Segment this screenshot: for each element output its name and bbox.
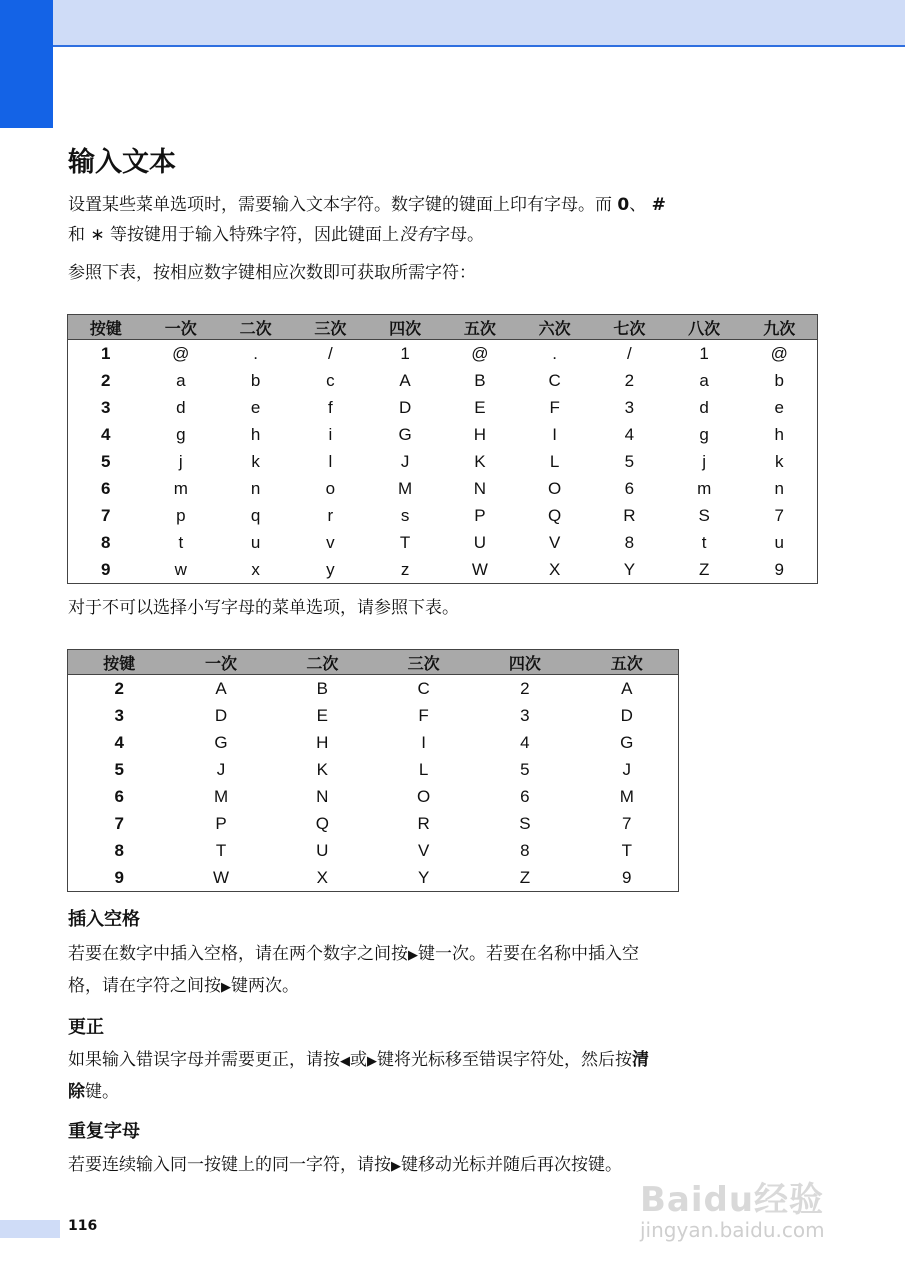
char-cell: I	[421, 732, 426, 752]
table-row	[68, 556, 818, 584]
table-row	[68, 340, 818, 368]
char-cell: A	[621, 678, 633, 698]
watermark-logo: Baidu经验	[640, 1180, 825, 1220]
char-cell: S	[698, 505, 710, 525]
char-cell: P	[215, 813, 227, 833]
char-cell: C	[417, 678, 430, 698]
key-cell: 8	[100, 532, 111, 552]
char-cell: 3	[520, 705, 530, 725]
column-header: 按键	[68, 315, 144, 340]
char-cell: J	[622, 759, 632, 779]
intro-text: 和	[68, 225, 91, 245]
char-cell: 4	[624, 424, 635, 444]
table-row	[68, 394, 818, 421]
table-row	[68, 702, 679, 729]
char-cell: l	[328, 451, 333, 471]
right-arrow-icon: ▶	[408, 948, 418, 963]
table-row	[68, 421, 818, 448]
lookup-instruction: 参照下表，按相应数字键相应次数即可获取所需字符：	[68, 263, 476, 283]
char-cell: u	[774, 532, 784, 552]
char-cell: g	[176, 424, 186, 444]
column-header: 六次	[517, 315, 592, 340]
char-cell: o	[325, 478, 336, 498]
char-cell: q	[250, 505, 261, 525]
character-table-lowercase	[67, 314, 818, 584]
char-cell: /	[327, 343, 333, 363]
char-cell: n	[774, 478, 784, 498]
char-cell: /	[627, 343, 632, 363]
body-text: 键一次。若要在名称中插入空	[418, 944, 639, 964]
char-cell: E	[316, 705, 328, 725]
char-cell: G	[214, 732, 228, 752]
char-cell: E	[474, 397, 486, 417]
left-arrow-icon: ◀	[340, 1054, 350, 1069]
body-text: 格，请在字符之间按	[68, 976, 221, 996]
char-cell: w	[174, 559, 187, 579]
correction-paragraph	[68, 1045, 838, 1107]
char-cell: z	[400, 559, 410, 579]
char-cell: y	[326, 559, 335, 579]
char-cell: 1	[400, 343, 410, 363]
char-cell: 6	[520, 786, 530, 806]
char-cell: r	[327, 505, 334, 525]
watermark-url: jingyan.baidu.com	[640, 1218, 825, 1242]
char-cell: a	[176, 370, 186, 390]
char-cell: T	[399, 532, 411, 552]
char-cell: D	[214, 705, 228, 725]
table-row	[68, 475, 818, 502]
column-header: 三次	[373, 650, 474, 675]
key-hash: #	[651, 195, 666, 215]
char-cell: 1	[699, 343, 709, 363]
char-cell: m	[173, 478, 188, 498]
char-cell: t	[178, 532, 184, 552]
char-cell: 2	[520, 678, 530, 698]
body-text: 若要在数字中插入空格，请在两个数字之间按	[68, 944, 408, 964]
char-cell: 9	[774, 559, 784, 579]
char-cell: M	[213, 786, 229, 806]
intro-paragraph	[68, 190, 838, 250]
char-cell: N	[473, 478, 486, 498]
char-cell: e	[250, 397, 261, 417]
char-cell: F	[418, 705, 429, 725]
char-cell: 5	[520, 759, 530, 779]
body-text: 如果输入错误字母并需要更正，请按	[68, 1050, 340, 1070]
char-cell: W	[213, 867, 230, 887]
right-arrow-icon: ▶	[391, 1159, 401, 1174]
char-cell: O	[548, 478, 562, 498]
emphasis-text: 没有	[399, 225, 434, 245]
correction-heading: 更正	[68, 1017, 104, 1038]
char-cell: 4	[520, 732, 530, 752]
key-cell: 1	[100, 343, 111, 363]
char-cell: K	[316, 759, 328, 779]
char-cell: 5	[624, 451, 635, 471]
char-cell: Z	[519, 867, 531, 887]
char-cell: m	[697, 478, 712, 498]
char-cell: .	[253, 343, 258, 363]
body-text: 键移动光标并随后再次按键。	[401, 1155, 622, 1175]
column-header: 五次	[442, 315, 517, 340]
body-text: 若要连续输入同一按键上的同一字符，请按	[68, 1155, 391, 1175]
char-cell: R	[417, 813, 430, 833]
column-header: 七次	[592, 315, 667, 340]
key-cell: 4	[114, 732, 124, 752]
char-cell: @	[172, 343, 190, 363]
char-cell: G	[398, 424, 412, 444]
char-cell: X	[316, 867, 328, 887]
char-cell: M	[398, 478, 413, 498]
char-cell: k	[251, 451, 260, 471]
column-header: 二次	[272, 650, 373, 675]
column-header: 四次	[474, 650, 575, 675]
column-header: 按键	[68, 650, 171, 675]
column-header: 八次	[667, 315, 742, 340]
char-cell: s	[400, 505, 410, 525]
char-cell: 6	[624, 478, 635, 498]
char-cell: v	[326, 532, 335, 552]
column-header: 五次	[576, 650, 679, 675]
header-bar	[0, 0, 905, 47]
intro-text: 字母。	[433, 225, 485, 245]
right-arrow-icon: ▶	[221, 980, 231, 995]
right-arrow-icon: ▶	[367, 1054, 377, 1069]
char-cell: g	[699, 424, 709, 444]
char-cell: .	[552, 343, 557, 363]
char-cell: U	[473, 532, 486, 552]
body-text: 键。	[85, 1082, 119, 1102]
char-cell: K	[474, 451, 486, 471]
char-cell: f	[327, 397, 333, 417]
key-star: ∗	[90, 225, 105, 245]
insert-space-heading: 插入空格	[68, 909, 140, 930]
char-cell: u	[250, 532, 261, 552]
intro-text: 设置某些菜单选项时，需要输入文本字符。数字键的键面上印有字母。而	[68, 195, 618, 215]
chapter-tab	[0, 0, 53, 128]
char-cell: H	[316, 732, 329, 752]
key-cell: 5	[114, 759, 124, 779]
char-cell: Q	[548, 505, 562, 525]
char-cell: c	[326, 370, 335, 390]
char-cell: n	[250, 478, 261, 498]
char-cell: h	[250, 424, 261, 444]
key-cell: 7	[114, 813, 124, 833]
column-header: 二次	[218, 315, 293, 340]
char-cell: J	[400, 451, 410, 471]
column-header: 一次	[170, 650, 271, 675]
char-cell: 8	[624, 532, 635, 552]
char-cell: k	[775, 451, 784, 471]
char-cell: A	[215, 678, 227, 698]
table-row	[68, 529, 818, 556]
char-cell: D	[398, 397, 412, 417]
char-cell: d	[176, 397, 186, 417]
table-row	[68, 448, 818, 475]
char-cell: a	[699, 370, 709, 390]
char-cell: 3	[624, 397, 635, 417]
column-header: 四次	[368, 315, 443, 340]
key-cell: 6	[100, 478, 111, 498]
char-cell: I	[552, 424, 557, 444]
char-cell: R	[623, 505, 636, 525]
char-cell: p	[176, 505, 186, 525]
repeat-heading: 重复字母	[68, 1121, 140, 1142]
footer-bar	[0, 1220, 60, 1238]
char-cell: @	[471, 343, 489, 363]
clear-key-label: 清	[632, 1050, 649, 1070]
column-header: 一次	[143, 315, 218, 340]
char-cell: @	[770, 343, 788, 363]
char-cell: F	[549, 397, 560, 417]
char-cell: b	[250, 370, 261, 390]
table-row	[68, 756, 679, 783]
key-cell: 9	[114, 867, 124, 887]
key-cell: 6	[114, 786, 124, 806]
key-cell: 3	[100, 397, 111, 417]
char-cell: W	[471, 559, 488, 579]
key-cell: 4	[100, 424, 111, 444]
key-cell: 2	[100, 370, 111, 390]
char-cell: C	[548, 370, 561, 390]
page-title: 输入文本	[68, 147, 176, 178]
page-number: 116	[68, 1218, 98, 1234]
key-cell: 9	[100, 559, 111, 579]
char-cell: V	[548, 532, 561, 552]
char-cell: L	[549, 451, 560, 471]
char-cell: O	[417, 786, 431, 806]
char-cell: 9	[622, 867, 632, 887]
key-zero: 0	[617, 195, 630, 215]
char-cell: L	[418, 759, 429, 779]
key-cell: 7	[100, 505, 111, 525]
char-cell: B	[474, 370, 486, 390]
char-cell: b	[774, 370, 784, 390]
char-cell: X	[548, 559, 561, 579]
char-cell: 8	[520, 840, 530, 860]
table-row	[68, 783, 679, 810]
table-row	[68, 810, 679, 837]
char-cell: h	[774, 424, 784, 444]
char-cell: Y	[623, 559, 636, 579]
table-row	[68, 675, 679, 703]
body-text: 键将光标移至错误字符处，然后按	[377, 1050, 632, 1070]
intro-text: 、	[629, 195, 647, 215]
char-cell: N	[316, 786, 329, 806]
body-text: 或	[350, 1050, 367, 1070]
char-cell: Q	[315, 813, 329, 833]
char-cell: P	[474, 505, 486, 525]
column-header: 三次	[293, 315, 368, 340]
table-row	[68, 837, 679, 864]
table-row	[68, 729, 679, 756]
char-cell: B	[316, 678, 328, 698]
char-cell: U	[316, 840, 329, 860]
table-row	[68, 367, 818, 394]
key-cell: 3	[114, 705, 124, 725]
table-row	[68, 864, 679, 892]
character-table-uppercase	[67, 649, 679, 892]
body-text: 键两次。	[231, 976, 299, 996]
char-cell: 2	[624, 370, 635, 390]
uppercase-instruction: 对于不可以选择小写字母的菜单选项，请参照下表。	[68, 598, 459, 618]
char-cell: j	[702, 451, 707, 471]
char-cell: H	[473, 424, 486, 444]
column-header: 九次	[742, 315, 818, 340]
char-cell: Z	[698, 559, 710, 579]
char-cell: T	[215, 840, 227, 860]
insert-space-paragraph	[68, 939, 838, 1003]
clear-key-label: 除	[68, 1082, 85, 1102]
char-cell: e	[774, 397, 784, 417]
char-cell: T	[621, 840, 632, 860]
char-cell: S	[519, 813, 531, 833]
char-cell: M	[619, 786, 634, 806]
char-cell: G	[620, 732, 634, 752]
char-cell: i	[328, 424, 333, 444]
char-cell: D	[620, 705, 633, 725]
char-cell: j	[178, 451, 183, 471]
char-cell: x	[251, 559, 260, 579]
table-row	[68, 502, 818, 529]
char-cell: t	[701, 532, 707, 552]
char-cell: Y	[417, 867, 430, 887]
char-cell: V	[417, 840, 430, 860]
key-cell: 2	[114, 678, 124, 698]
char-cell: J	[216, 759, 226, 779]
intro-text: 等按键用于输入特殊字符，因此键面上	[104, 225, 400, 245]
char-cell: d	[699, 397, 709, 417]
char-cell: A	[399, 370, 411, 390]
char-cell: 7	[774, 505, 784, 525]
key-cell: 8	[114, 840, 124, 860]
char-cell: 7	[622, 813, 632, 833]
key-cell: 5	[100, 451, 111, 471]
